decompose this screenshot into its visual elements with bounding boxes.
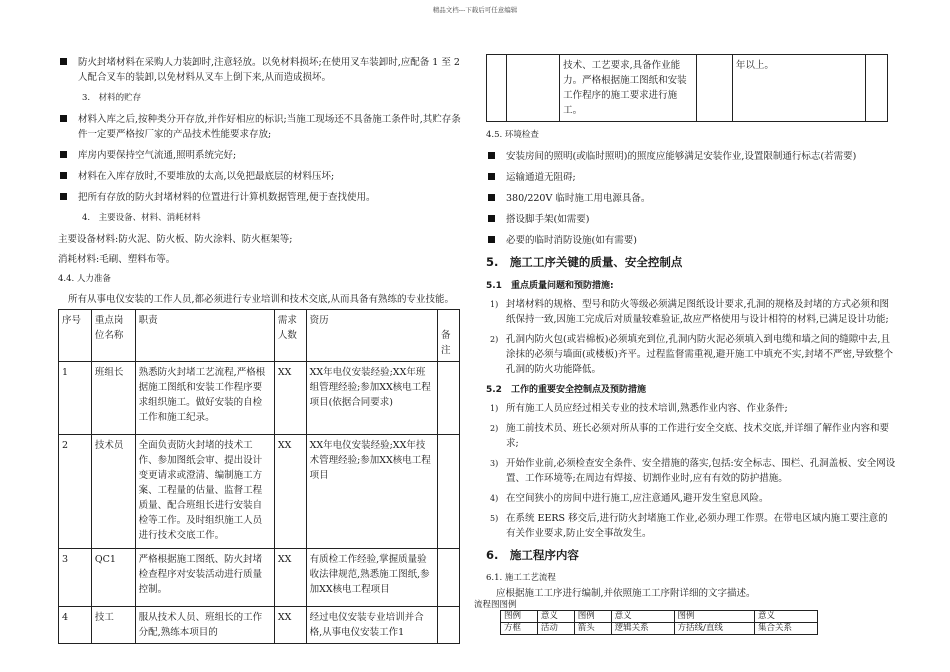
section-6-1-title: 6.1. 施工工艺流程: [486, 573, 556, 583]
cell-duty: 技术、工艺要求,具备作业能力。严格根据施工图纸和安装工作程序的施工要求进行施工。: [560, 55, 697, 122]
cell-duty: 服从技术人员、班组长的工作分配,熟练本项目的: [135, 607, 274, 644]
list-item: 2) 施工前技术员、班长必须对所从事的工作进行安全交底、技术交底,并详细了解作业内容和要求;: [490, 423, 890, 449]
table-row: [59, 549, 460, 607]
staffing-table: [58, 309, 460, 644]
cell-qual: 有质检工作经验,掌握质量验收法律规范,熟悉施工图纸,参加XX核电工程项目: [306, 549, 437, 607]
cell-qual: XX年电仪安装经验;XX年技术管理经验;参加XX核电工程项目: [306, 435, 437, 549]
cell-no: 4: [59, 607, 92, 644]
section-5-title: 5. 施工工序关键的质量、安全控制点: [486, 255, 683, 269]
cell-note: [438, 435, 460, 549]
bullet-env-2: 运输通道无阻碍;: [486, 170, 896, 185]
bullet-env-3: 380/220V 临时施工用电源具备。: [486, 191, 896, 206]
cell-post: 技工: [91, 607, 135, 644]
table-row: [59, 435, 460, 549]
equipment-line: 主要设备材料:防火泥、防火板、防火涂料、防火框架等;: [58, 234, 293, 245]
list-item: 3) 开始作业前,必须检查安全条件、安全措施的落实,包括:安全标志、围栏、孔洞盖板、安全网设置、工作环境等;在周边有焊接、切割作业时,应有有效的防护措施。: [490, 458, 896, 484]
cell-qual: XX年电仪安装经验;XX年班组管理经验;参加XX核电工程项目(依据合同要求): [306, 362, 437, 435]
cell-count: XX: [274, 362, 306, 435]
column-header: 需求人数: [274, 310, 306, 362]
section-4-4-text: 所有从事电仪安装的工作人员,都必须进行专业培训和技术交底,从而具备有熟练的专业技能。: [68, 294, 455, 305]
square-bullet-icon: [60, 115, 67, 122]
column-header: 备注: [438, 310, 460, 362]
cell-post: 班组长: [91, 362, 135, 435]
page-header: 精品文档---下载后可任意编辑: [432, 6, 518, 14]
square-bullet-icon: [60, 193, 67, 200]
legend-title: 流程图图例: [474, 600, 517, 610]
list-item: 2) 孔洞内防火包(或岩棉板)必须填充到位,孔洞内防火泥必须填入到电缆和墙之间的缝隙中去,且涂抹的必须与墙面(或楼板)齐平。过程监督需重视,避开施工中填充不实,封堵不严密,导致整个孔洞的防火功能降低。: [490, 334, 893, 375]
square-bullet-icon: [60, 172, 67, 179]
subheading-equipment: 4. 主要设备、材料、消耗材料: [82, 213, 201, 223]
square-bullet-icon: [488, 236, 495, 243]
square-bullet-icon: [60, 58, 67, 65]
column-header: 资历: [306, 310, 437, 362]
right-column: [474, 55, 896, 635]
cell-post: 技术员: [91, 435, 135, 549]
section-5-1-title: 5.1 重点质量问题和预防措施:: [486, 281, 614, 291]
bullet-storage-1: 材料入库之后,按种类分开存放,并作好相应的标识;当施工现场还不具备施工条件时,其贮存条件一定要严格按厂家的产品技术性能要求存放;: [58, 112, 468, 142]
table-row: [59, 362, 460, 435]
cell-post: QC1: [91, 549, 135, 607]
cell-no: 1: [59, 362, 92, 435]
cell-note: [438, 607, 460, 644]
square-bullet-icon: [488, 194, 495, 201]
bullet-storage-4: 把所有存放的防火封堵材料的位置进行计算机数据管理,便于查找使用。: [58, 190, 468, 205]
cell-duty: 熟悉防火封堵工艺流程,严格根据施工图纸和安装工作程序要求组织施工。做好安装的自检工作和施工纪录。: [135, 362, 274, 435]
column-header: 职责: [135, 310, 274, 362]
square-bullet-icon: [488, 215, 495, 222]
cell-count: XX: [274, 549, 306, 607]
cell-no: 2: [59, 435, 92, 549]
bullet-env-1: 安装房间的照明(或临时照明)的照度应能够满足安装作业,设置限制通行标志(若需要): [486, 149, 896, 164]
section-4-4-title: 4.4. 人力准备: [58, 274, 111, 284]
section-6-1-text: 应根据施工工序进行编制,并依照施工工序附详细的文字描述。: [496, 588, 756, 599]
square-bullet-icon: [488, 173, 495, 180]
square-bullet-icon: [488, 152, 495, 159]
bullet-env-5: 必要的临时消防设施(如有需要): [486, 233, 896, 248]
cell-note: [438, 549, 460, 607]
table-header-row: [59, 310, 460, 362]
bullet-storage-2: 库房内要保持空气流通,照明系统完好;: [58, 148, 468, 163]
cell-duty: 全面负责防火封堵的技术工作、参加图纸会审、提出设计变更请求或澄清、编制施工方案、工程量的估量、监督工程质量、配合班组长进行安装自检等工作。及时组织施工人员进行技术交底工作。: [135, 435, 274, 549]
subheading-storage: 3. 材料的贮存: [82, 93, 142, 103]
bullet-env-4: 搭设脚手架(如需要): [486, 212, 896, 227]
cell-qual: 经过电仪安装专业培训并合格,从事电仪安装工作1: [306, 607, 437, 644]
section-5-2-title: 5.2 工作的重要安全控制点及预防措施: [486, 385, 646, 395]
list-item: 1) 所有施工人员应经过相关专业的技术培训,熟悉作业内容、作业条件;: [490, 403, 788, 414]
list-item: 1) 封堵材料的规格、型号和防火等级必须满足图纸设计要求,孔洞的规格及封堵的方式必须和图纸保持一致,因施工完成后对质量较难验证,故应严格使用与设计相符的材料,已满足设计功能;: [490, 299, 890, 325]
left-column: [58, 55, 468, 644]
table-row: 方框 活动 箭头 逻辑关系 方括线/直线 集合关系: [501, 623, 818, 635]
column-header: 重点岗位名称: [91, 310, 135, 362]
list-item: 4) 在空间狭小的房间中进行施工,应注意通风,避开发生窒息风险。: [490, 493, 769, 504]
bullet-transport: 防火封堵材料在采购人力装卸时,注意轻放。以免材料损坏;在使用叉车装卸时,应配备 1 至 2 人配合叉车的装卸,以免材料从叉车上倒下来,从而造成损坏。: [58, 55, 468, 85]
staffing-table-continued: [486, 54, 888, 122]
column-header: 序号: [59, 310, 92, 362]
square-bullet-icon: [60, 151, 67, 158]
consumables-line: 消耗材料:毛刷、塑料布等。: [58, 254, 176, 265]
list-item: 5) 在系统 EERS 移交后,进行防火封堵施工作业,必须办理工作票。在带电区域内施工要注意的有关作业要求,防止安全事故发生。: [490, 513, 888, 539]
table-row: [59, 607, 460, 644]
cell-duty: 严格根据施工图纸、防火封堵检查程序对安装活动进行质量控制。: [135, 549, 274, 607]
cell-note: [438, 362, 460, 435]
cell-count: XX: [274, 435, 306, 549]
legend-table: [500, 610, 818, 635]
section-4-5-title: 4.5. 环境检查: [486, 130, 539, 140]
table-row: [487, 55, 888, 122]
cell-no: 3: [59, 549, 92, 607]
cell-qual: 年以上。: [732, 55, 865, 122]
bullet-storage-3: 材料在入库存放时,不要堆放的太高,以免把最底层的材料压坏;: [58, 169, 468, 184]
table-row: 图例 意义 图例 意义 图例 意义: [501, 611, 818, 623]
cell-count: XX: [274, 607, 306, 644]
section-6-title: 6. 施工程序内容: [486, 548, 579, 562]
